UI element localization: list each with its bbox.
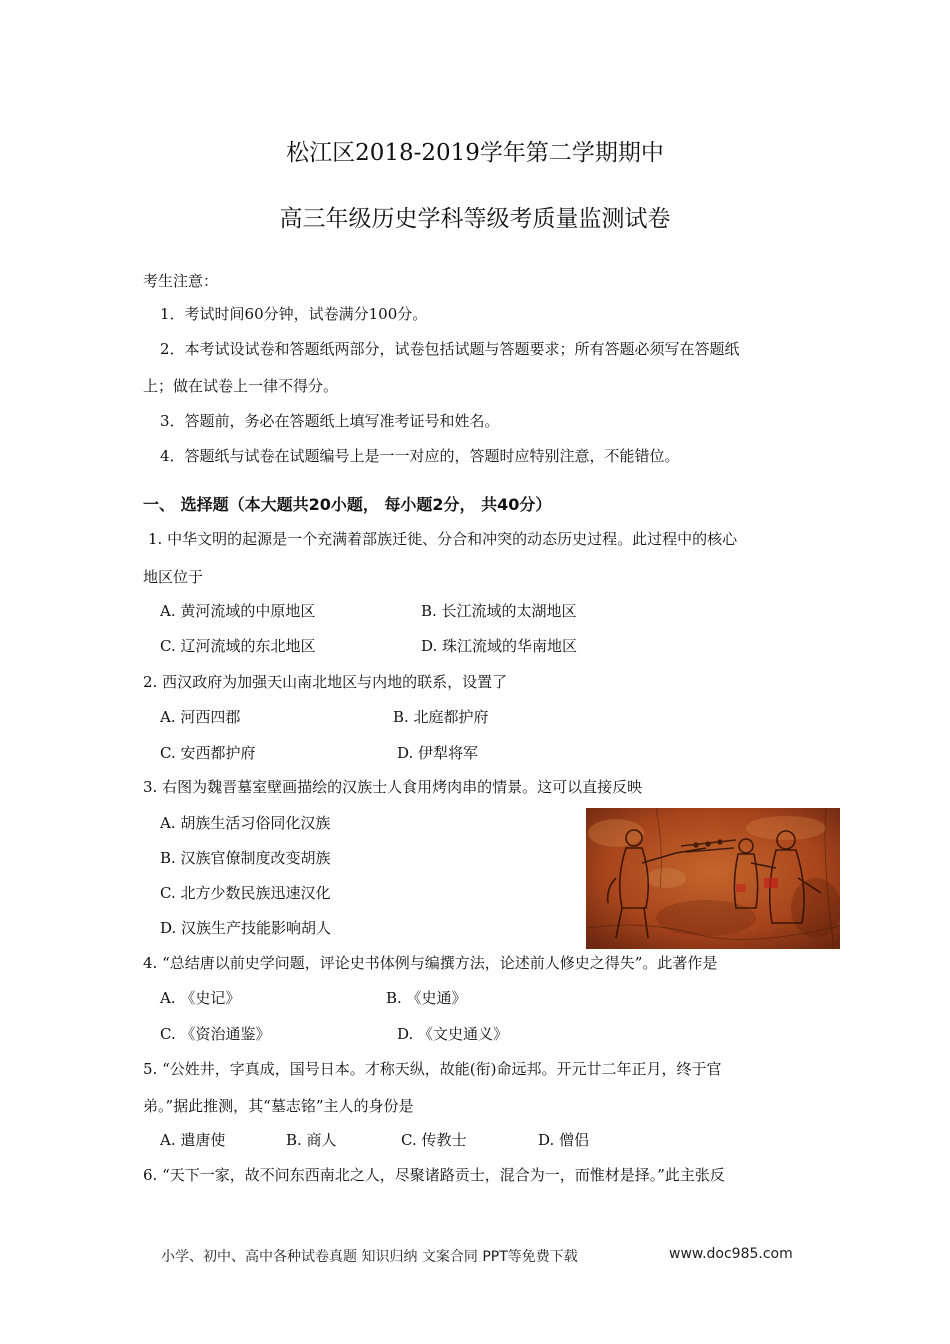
option-c: C. 传教士 [401,1131,467,1149]
question-stem: 6. “天下一家，故不问东西南北之人，尽聚诸路贡士，混合为一，而惟材是择。”此主张反 [143,1166,725,1184]
notice-item: 上；做在试卷上一律不得分。 [143,377,339,395]
footer-text: 小学、初中、高中各种试卷真题 知识归纳 文案合同 PPT等免费下载 [161,1249,578,1265]
notice-item: 2．本考试设试卷和答题纸两部分，试卷包括试题与答题要求；所有答题必须写在答题纸 [160,340,740,358]
option-b: B. 《史通》 [386,989,467,1007]
option-c: C. 安西都护府 [160,744,256,762]
option-b: B. 汉族官僚制度改变胡族 [160,849,331,867]
option-d: D. 《文史通义》 [397,1025,509,1043]
question-stem: 3. 右图为魏晋墓室壁画描绘的汉族士人食用烤肉串的情景。这可以直接反映 [143,778,643,796]
option-b: B. 商人 [286,1131,337,1149]
option-a: A. 河西四郡 [160,708,241,726]
exam-title-line1: 松江区2018-2019学年第二学期期中 [286,140,664,166]
question-stem: 地区位于 [143,568,204,586]
option-d: D. 珠江流域的华南地区 [421,637,578,655]
option-b: B. 长江流域的太湖地区 [421,602,577,620]
option-c: C. 辽河流域的东北地区 [160,637,316,655]
option-d: D. 伊犁将军 [397,744,479,762]
section-heading: 一、 选择题（本大题共20小题， 每小题2分， 共40分） [143,495,552,514]
notice-item: 1．考试时间60分钟，试卷满分100分。 [160,305,428,323]
question-stem: 1. 中华文明的起源是一个充满着部族迁徙、分合和冲突的动态历史过程。此过程中的核心 [148,530,738,548]
option-a: A. 《史记》 [160,989,241,1007]
tomb-mural-image [586,808,840,949]
notice-heading: 考生注意： [143,272,219,290]
option-a: A. 胡族生活习俗同化汉族 [160,814,331,832]
option-c: C. 北方少数民族迅速汉化 [160,884,331,902]
notice-item: 3．答题前，务必在答题纸上填写准考证号和姓名。 [160,412,500,430]
option-d: D. 僧侣 [538,1131,590,1149]
option-a: A. 黄河流域的中原地区 [160,602,316,620]
option-c: C. 《资治通鉴》 [160,1025,271,1043]
option-b: B. 北庭都护府 [393,708,489,726]
question-stem: 2. 西汉政府为加强天山南北地区与内地的联系，设置了 [143,673,508,691]
question-stem: 4. “总结唐以前史学问题，评论史书体例与编撰方法，论述前人修史之得失”。此著作是 [143,954,718,972]
notice-item: 4．答题纸与试卷在试题编号上是一一对应的，答题时应特别注意，不能错位。 [160,447,680,465]
option-a: A. 遣唐使 [160,1131,226,1149]
option-d: D. 汉族生产技能影响胡人 [160,919,332,937]
question-stem: 5. “公姓井，字真成，国号日本。才称天纵，故能(衔)命远邦。开元廿二年正月，终于官 [143,1060,722,1078]
question-stem: 弟。”据此推测，其“墓志铭”主人的身份是 [143,1097,414,1115]
footer-url[interactable]: www.doc985.com [669,1246,793,1262]
exam-title-line2: 高三年级历史学科等级考质量监测试卷 [279,206,671,232]
